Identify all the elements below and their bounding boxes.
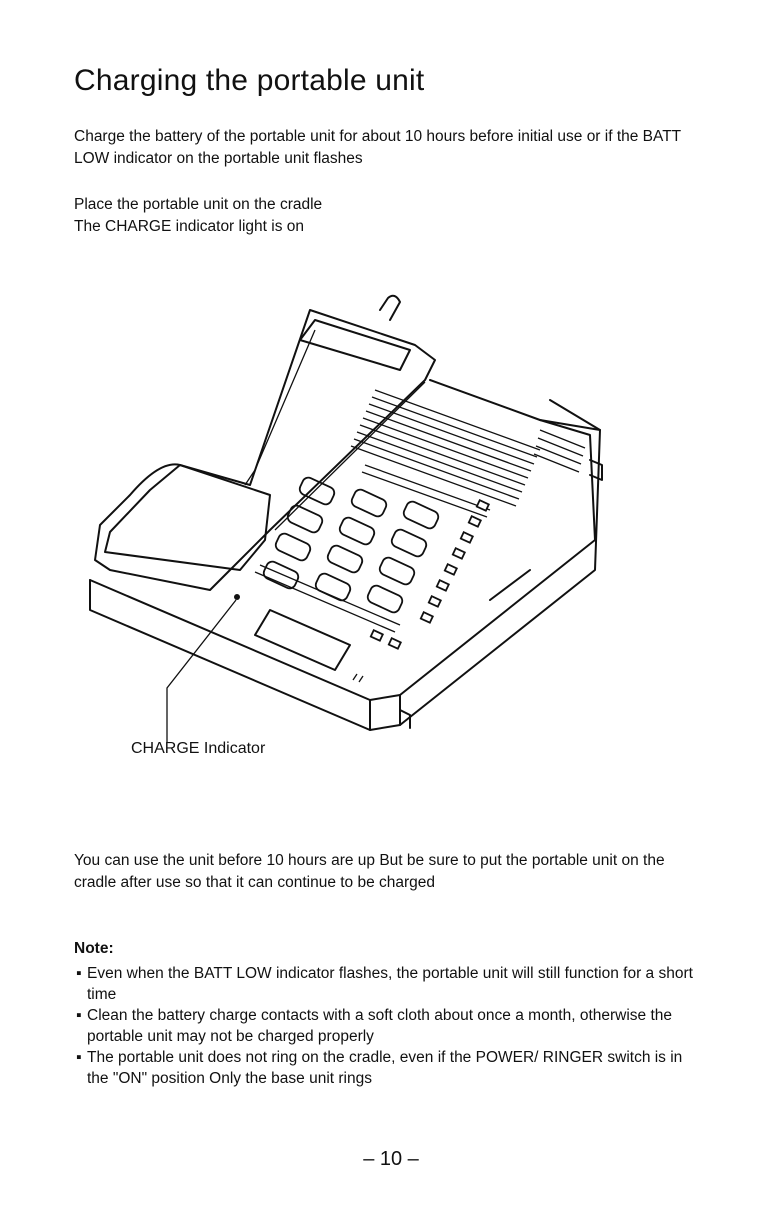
note-item: ▪ Even when the BATT LOW indicator flashes, the portable unit will still function for a short time (76, 965, 693, 1003)
speaker-grille (351, 390, 585, 506)
step-line-indicator: The CHARGE indicator light is on (74, 218, 305, 235)
dial-keypad (262, 476, 440, 615)
charge-indicator-light (234, 594, 240, 600)
note-heading: Note: (74, 940, 114, 957)
instruction-step (74, 194, 714, 238)
usage-paragraph: You can use the unit before 10 hours are up But be sure to put the portable unit on the cradle after use so that it can continue to be charged (74, 852, 665, 891)
bullet-icon: ▪ (76, 965, 82, 982)
note-item: ▪ The portable unit does not ring on the cradle, even if the POWER/ RINGER switch is in the "ON" position Only the base unit rings (76, 1049, 683, 1087)
portable-handset (95, 296, 435, 590)
charge-indicator-callout: CHARGE Indicator (131, 740, 266, 757)
page-number: – 10 – (363, 1148, 419, 1170)
page-title: Charging the portable unit (74, 64, 425, 97)
bullet-icon: ▪ (76, 1007, 82, 1024)
phone-illustration (70, 270, 630, 790)
bullet-icon: ▪ (76, 1049, 82, 1066)
base-unit (90, 380, 602, 730)
display-window (255, 610, 350, 670)
callout-leader (167, 600, 236, 742)
intro-paragraph: Charge the battery of the portable unit for about 10 hours before initial use or if the BATT LOW indicator on the portable unit flashes (74, 128, 681, 167)
step-line-place: Place the portable unit on the cradle (74, 196, 323, 213)
note-item: ▪ Clean the battery charge contacts with a soft cloth about once a month, otherwise the portable unit may not be charged properly (76, 1007, 673, 1045)
note-list (74, 963, 694, 1089)
